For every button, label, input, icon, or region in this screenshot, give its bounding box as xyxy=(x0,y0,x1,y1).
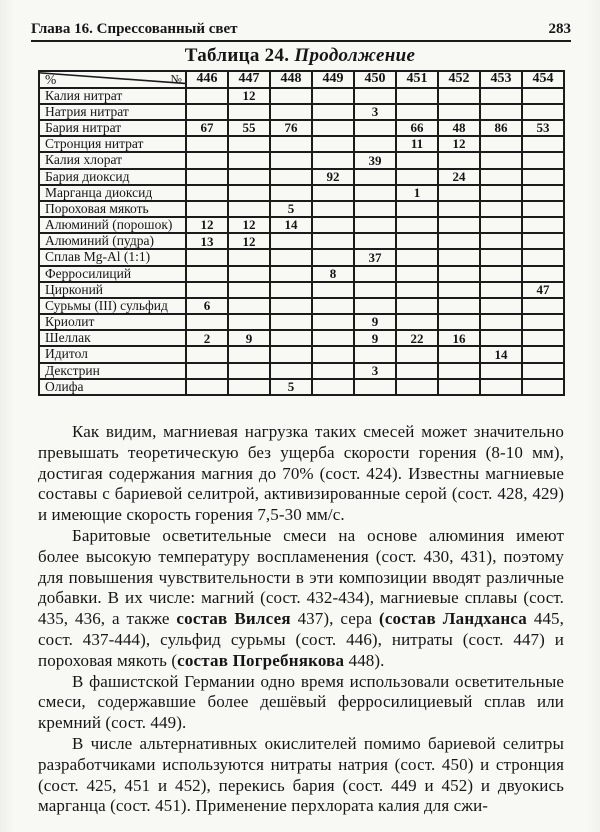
table-title-prefix: Таблица 24. xyxy=(184,45,290,66)
table-cell: 1 xyxy=(396,185,438,201)
table-cell xyxy=(438,266,480,282)
table-cell xyxy=(438,185,480,201)
table-row xyxy=(39,249,564,265)
table-cell xyxy=(186,346,228,362)
table-cell xyxy=(312,120,354,136)
table-cell xyxy=(522,152,564,168)
table-cell: 11 xyxy=(396,136,438,152)
table-cell xyxy=(396,233,438,249)
table-cell xyxy=(270,298,312,314)
table-cell xyxy=(270,136,312,152)
table-cell xyxy=(522,201,564,217)
row-label: Алюминий (порошок) xyxy=(39,217,186,233)
table-cell xyxy=(438,363,480,379)
table-row xyxy=(39,136,564,152)
table-cell xyxy=(270,282,312,298)
table-body xyxy=(39,88,564,395)
table-cell xyxy=(270,185,312,201)
table-cell xyxy=(186,169,228,185)
table-cell xyxy=(438,346,480,362)
table-cell xyxy=(270,346,312,362)
table-cell xyxy=(270,104,312,120)
table-row xyxy=(39,169,564,185)
table-cell xyxy=(270,363,312,379)
column-header: 446 xyxy=(186,71,228,88)
body-text xyxy=(38,422,564,817)
table-cell: 53 xyxy=(522,120,564,136)
table-cell xyxy=(312,185,354,201)
table-cell xyxy=(228,169,270,185)
table-cell xyxy=(480,330,522,346)
corner-percent-label: % xyxy=(45,71,57,87)
table-cell xyxy=(396,104,438,120)
table-cell xyxy=(228,136,270,152)
table-cell xyxy=(312,88,354,104)
table-row xyxy=(39,185,564,201)
table-cell: 13 xyxy=(186,233,228,249)
row-label: Пороховая мякоть xyxy=(39,201,186,217)
row-label: Марганца диоксид xyxy=(39,185,186,201)
table-row xyxy=(39,314,564,330)
table-cell xyxy=(270,233,312,249)
bold-text-segment: состав Вилсея xyxy=(176,609,291,629)
table-cell xyxy=(396,266,438,282)
table-cell xyxy=(438,88,480,104)
table-cell xyxy=(312,346,354,362)
chapter-title: Глава 16. Спрессованный свет xyxy=(31,21,238,37)
table-cell: 14 xyxy=(480,346,522,362)
row-label: Олифа xyxy=(39,379,186,395)
table-cell xyxy=(396,169,438,185)
table-cell xyxy=(312,249,354,265)
table-cell xyxy=(354,233,396,249)
table-cell xyxy=(480,249,522,265)
table-cell xyxy=(438,298,480,314)
table-cell xyxy=(480,282,522,298)
table-cell: 12 xyxy=(228,233,270,249)
text-segment: 445, сост. 437-444), сульфид сурьмы (сост. 446), нитраты (сост. 447) и пороховая мякоть ( xyxy=(38,609,564,670)
table-cell xyxy=(228,266,270,282)
table-cell xyxy=(228,104,270,120)
table-cell xyxy=(312,314,354,330)
table-cell xyxy=(396,201,438,217)
column-header: 453 xyxy=(480,71,522,88)
table-cell xyxy=(396,249,438,265)
column-header: 449 xyxy=(312,71,354,88)
table-cell: 6 xyxy=(186,298,228,314)
row-label: Сурьмы (III) сульфид xyxy=(39,298,186,314)
table-cell xyxy=(480,266,522,282)
table-cell xyxy=(312,201,354,217)
table-cell: 14 xyxy=(270,217,312,233)
table-cell xyxy=(186,104,228,120)
table-row xyxy=(39,88,564,104)
table-cell xyxy=(228,346,270,362)
table-cell xyxy=(312,330,354,346)
table-cell xyxy=(312,298,354,314)
table-cell xyxy=(354,346,396,362)
table-cell xyxy=(354,185,396,201)
table-row xyxy=(39,104,564,120)
table-row xyxy=(39,330,564,346)
table-cell xyxy=(480,88,522,104)
text-segment: В фашистской Германии одно время использовали осветительные смеси, содержавшие более дешёвый ферросилициевый сплав или кремний (сост. 449). xyxy=(38,671,564,733)
table-cell xyxy=(228,363,270,379)
table-cell: 47 xyxy=(522,282,564,298)
table-cell xyxy=(522,88,564,104)
table-cell: 2 xyxy=(186,330,228,346)
table-cell: 92 xyxy=(312,169,354,185)
table-cell xyxy=(480,185,522,201)
table-cell xyxy=(228,298,270,314)
table-row xyxy=(39,201,564,217)
table-cell xyxy=(228,249,270,265)
bold-text-segment: (состав Ландханса xyxy=(378,609,527,629)
table-cell: 3 xyxy=(354,363,396,379)
column-header: 454 xyxy=(522,71,564,88)
table-cell xyxy=(312,136,354,152)
table-cell xyxy=(522,314,564,330)
column-header: 447 xyxy=(228,71,270,88)
table-cell: 12 xyxy=(228,88,270,104)
table-cell xyxy=(186,136,228,152)
table-cell xyxy=(480,298,522,314)
table-cell xyxy=(480,233,522,249)
table-cell xyxy=(438,249,480,265)
table-cell: 5 xyxy=(270,201,312,217)
table-cell xyxy=(354,298,396,314)
row-label: Идитол xyxy=(39,346,186,362)
table-cell xyxy=(438,152,480,168)
table-cell xyxy=(186,201,228,217)
table-cell: 5 xyxy=(270,379,312,395)
running-head xyxy=(31,21,571,42)
paragraph xyxy=(38,672,564,734)
table-row xyxy=(39,298,564,314)
page-number: 283 xyxy=(548,21,571,37)
table-cell xyxy=(438,379,480,395)
table-header-row xyxy=(39,71,564,88)
text-segment: 448). xyxy=(344,650,385,670)
table-cell xyxy=(522,104,564,120)
table-cell: 76 xyxy=(270,120,312,136)
row-label: Бария нитрат xyxy=(39,120,186,136)
table-cell xyxy=(228,201,270,217)
table-cell xyxy=(354,379,396,395)
table-cell: 55 xyxy=(228,120,270,136)
table-cell xyxy=(354,217,396,233)
table-cell xyxy=(228,314,270,330)
table-cell: 8 xyxy=(312,266,354,282)
table-cell: 86 xyxy=(480,120,522,136)
table-cell xyxy=(228,185,270,201)
table-cell: 39 xyxy=(354,152,396,168)
table-cell: 37 xyxy=(354,249,396,265)
row-label: Ферросилиций xyxy=(39,266,186,282)
table-cell xyxy=(312,363,354,379)
table-cell xyxy=(522,363,564,379)
text-segment: В числе альтернативных окислителей помимо бариевой селитры разработчиками используются нитраты натрия (сост. 450) и стронция (сост. 425, 451 и 452), перекись бария (сост. 449 и 452) и двуокись марганца (сост. 451). Применение перхлората калия для сжи- xyxy=(38,733,564,816)
table-row xyxy=(39,282,564,298)
table-cell: 9 xyxy=(354,314,396,330)
paragraph xyxy=(38,422,564,526)
row-label: Сплав Mg-Al (1:1) xyxy=(39,249,186,265)
table-cell xyxy=(396,346,438,362)
table-cell xyxy=(438,282,480,298)
text-segment: 437), сера xyxy=(290,609,379,629)
table-cell xyxy=(396,363,438,379)
table-row xyxy=(39,217,564,233)
table-cell xyxy=(270,169,312,185)
column-header: 451 xyxy=(396,71,438,88)
row-label: Шеллак xyxy=(39,330,186,346)
table-cell xyxy=(270,314,312,330)
table-cell xyxy=(522,233,564,249)
table-cell xyxy=(186,314,228,330)
table-cell: 22 xyxy=(396,330,438,346)
table-row xyxy=(39,379,564,395)
table-cell xyxy=(480,379,522,395)
row-label: Цирконий xyxy=(39,282,186,298)
table-title-continuation: Продолжение xyxy=(294,45,416,66)
table-cell: 48 xyxy=(438,120,480,136)
table-cell xyxy=(522,217,564,233)
table-cell xyxy=(396,379,438,395)
row-label: Бария диоксид xyxy=(39,169,186,185)
table-cell xyxy=(270,88,312,104)
column-header: 452 xyxy=(438,71,480,88)
text-segment: Баритовые осветительные смеси на основе алюминия имеют более высокую температуру воспламенения (сост. 430, 431), поэтому для повышения чувствительности в эти композиции вводят различные добавки. В их числе: магний (сост. 432-434), магниевые сплавы (сост. 435, 436, а также xyxy=(38,525,564,629)
table-cell xyxy=(480,363,522,379)
table-cell xyxy=(522,136,564,152)
table-cell xyxy=(438,104,480,120)
table-cell xyxy=(522,330,564,346)
table-cell xyxy=(522,169,564,185)
row-label: Калия нитрат xyxy=(39,88,186,104)
bold-text-segment: состав Погребнякова xyxy=(177,650,345,670)
table-cell xyxy=(438,314,480,330)
table-cell xyxy=(186,249,228,265)
table-row xyxy=(39,346,564,362)
table-cell: 12 xyxy=(438,136,480,152)
table-row xyxy=(39,120,564,136)
table-cell xyxy=(438,217,480,233)
table-cell xyxy=(480,169,522,185)
paragraph xyxy=(38,734,564,817)
table-cell xyxy=(186,282,228,298)
table-cell xyxy=(186,363,228,379)
column-header: 450 xyxy=(354,71,396,88)
table-cell xyxy=(438,233,480,249)
table-cell xyxy=(396,88,438,104)
table-cell xyxy=(186,185,228,201)
table-cell xyxy=(186,379,228,395)
table-cell: 24 xyxy=(438,169,480,185)
table-cell: 9 xyxy=(354,330,396,346)
table-cell: 66 xyxy=(396,120,438,136)
table-row xyxy=(39,266,564,282)
table-cell xyxy=(522,249,564,265)
table-cell xyxy=(312,282,354,298)
table-cell: 12 xyxy=(186,217,228,233)
table-cell xyxy=(522,266,564,282)
table-cell xyxy=(522,346,564,362)
table-title xyxy=(0,45,600,67)
table-cell xyxy=(396,298,438,314)
table-cell: 3 xyxy=(354,104,396,120)
table-cell xyxy=(522,185,564,201)
table-cell xyxy=(228,379,270,395)
table-cell xyxy=(354,266,396,282)
text-segment: Как видим, магниевая нагрузка таких смесей может значительно превышать теоретическую без ущерба скорости горения (8-10 мм), достигая содержания магния до 70% (сост. 424). Известны магниевые составы с бариевой селитрой, активизированные серой (сост. 428, 429) и имеющие скорость горения 7,5-30 мм/с. xyxy=(38,422,564,525)
table-cell xyxy=(354,88,396,104)
table-cell xyxy=(312,233,354,249)
table-cell xyxy=(312,152,354,168)
table-cell xyxy=(396,217,438,233)
table-cell xyxy=(312,217,354,233)
table-cell xyxy=(480,314,522,330)
row-label: Декстрин xyxy=(39,363,186,379)
table-cell xyxy=(354,169,396,185)
diagonal-divider xyxy=(40,72,185,87)
row-label: Натрия нитрат xyxy=(39,104,186,120)
table-cell xyxy=(438,201,480,217)
table-cell xyxy=(270,266,312,282)
table-cell xyxy=(480,136,522,152)
table-cell xyxy=(270,152,312,168)
table-cell xyxy=(186,152,228,168)
table-corner-cell xyxy=(39,71,186,88)
table-cell xyxy=(522,379,564,395)
table-cell xyxy=(480,104,522,120)
table-cell xyxy=(354,282,396,298)
table-cell: 16 xyxy=(438,330,480,346)
table-cell xyxy=(396,152,438,168)
table-cell xyxy=(480,217,522,233)
table-cell: 12 xyxy=(228,217,270,233)
table-cell xyxy=(186,266,228,282)
row-label: Калия хлорат xyxy=(39,152,186,168)
composition-table xyxy=(38,70,565,396)
table-cell xyxy=(186,88,228,104)
table-cell xyxy=(312,104,354,120)
table-cell: 67 xyxy=(186,120,228,136)
table-cell xyxy=(480,152,522,168)
table-cell xyxy=(396,282,438,298)
table-cell xyxy=(228,152,270,168)
table-cell xyxy=(480,201,522,217)
paragraph xyxy=(38,526,564,672)
row-label: Стронция нитрат xyxy=(39,136,186,152)
table-cell: 9 xyxy=(228,330,270,346)
table-row xyxy=(39,152,564,168)
table-cell xyxy=(270,249,312,265)
row-label: Криолит xyxy=(39,314,186,330)
table-cell xyxy=(312,379,354,395)
table-cell xyxy=(354,136,396,152)
table-cell xyxy=(354,120,396,136)
table-row xyxy=(39,233,564,249)
table-cell xyxy=(270,330,312,346)
table-cell xyxy=(396,314,438,330)
table-cell xyxy=(228,282,270,298)
row-label: Алюминий (пудра) xyxy=(39,233,186,249)
corner-number-label: № xyxy=(170,72,182,87)
table-row xyxy=(39,363,564,379)
table-cell xyxy=(522,298,564,314)
column-header: 448 xyxy=(270,71,312,88)
table-cell xyxy=(354,201,396,217)
